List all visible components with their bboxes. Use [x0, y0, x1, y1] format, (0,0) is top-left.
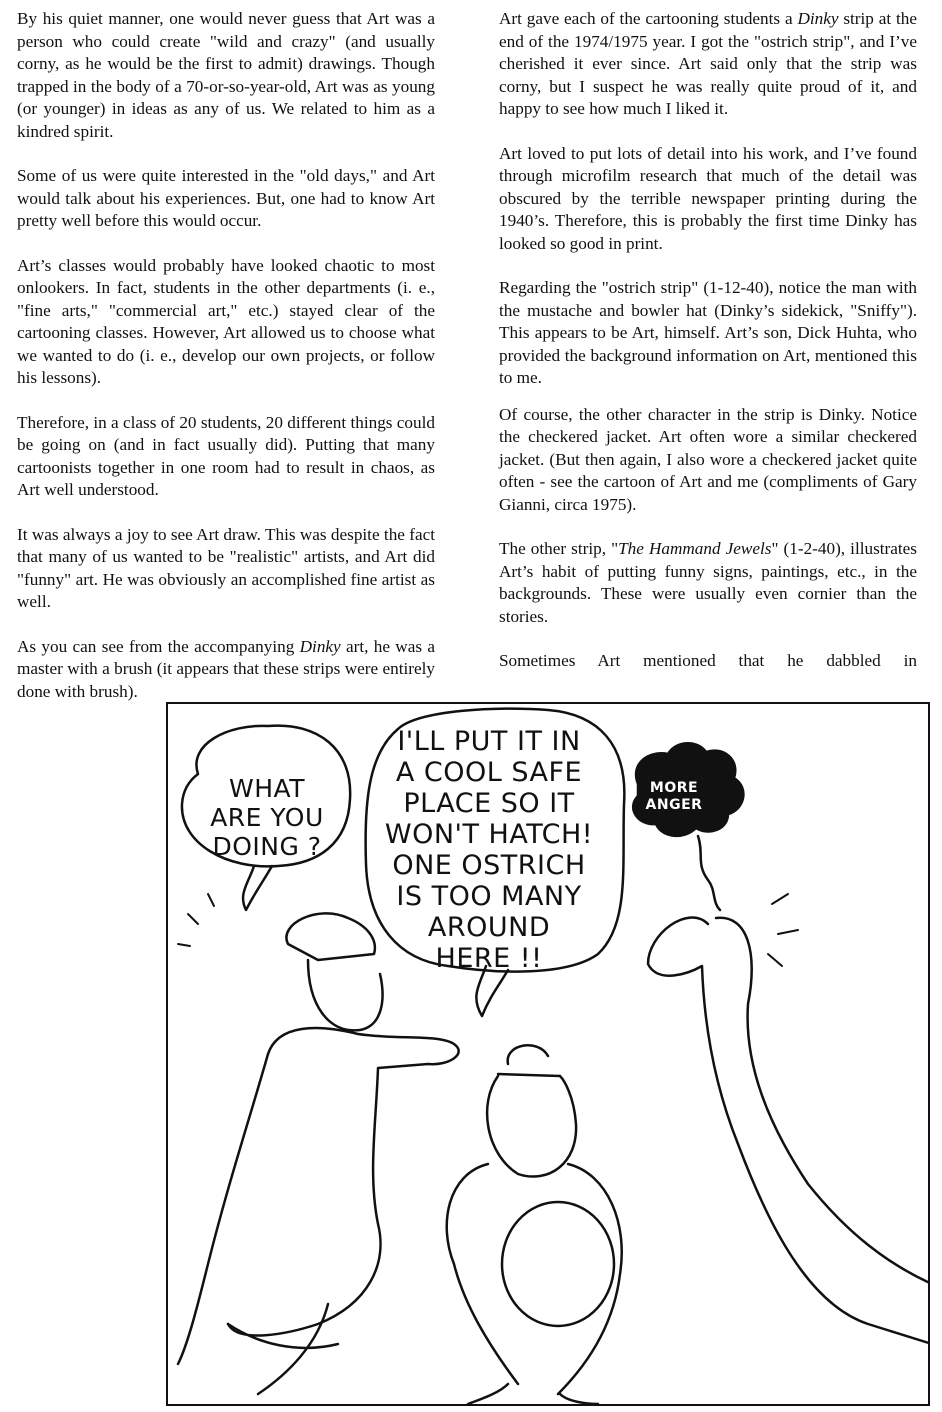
- ostrich-figure: [648, 918, 930, 1344]
- paragraph: It was always a joy to see Art draw. This was despite the fact that many of us wanted to be "realistic" artists, and Art did "funny" art. He was obviously an accomplished fine artist as well.: [17, 524, 435, 611]
- balloon-center-text: I'LL PUT IT IN A COOL SAFE PLACE SO IT WON'T HATCH! ONE OSTRICH IS TOO MANY AROUND HERE !!: [384, 726, 594, 974]
- paragraph: Therefore, in a class of 20 students, 20 different things could be going on (and in fact usually did). Putting that many cartoonists together in one room had to result in chaos, as Art well understood.: [17, 412, 435, 499]
- paragraph: Art’s classes would probably have looked chaotic to most onlookers. In fact, students in the other departments (i. e., "fine arts," "commercial art," etc.) stayed clear of the cartooning classes. However, Art allowed us to choose what we wanted to do (i. e., develop our own projects, or follow his lessons).: [17, 255, 435, 387]
- paragraph: The other strip, "The Hammand Jewels" (1-2-40), illustrates Art’s habit of putting funny signs, paintings, etc., in the backgrounds. These were usually even cornier than the stories.: [499, 539, 917, 626]
- comic-panel: [166, 702, 930, 1406]
- sniffy-figure: [498, 1045, 560, 1076]
- strip-title: Dinky: [299, 636, 341, 656]
- paragraph: Art loved to put lots of detail into his work, and I’ve found through microfilm research that much of the detail was obscured by the terrible newspaper printing during the 1940’s. Therefore, this is probably the first time Dinky has looked so good in print.: [499, 143, 917, 253]
- strip-title: The Hammand Jewels: [618, 539, 772, 558]
- paragraph: Regarding the "ostrich strip" (1-12-40), notice the man with the mustache and bowler hat (Dinky’s sidekick, "Sniffy"). This appears to be Art, himself. Art’s son, Dick Huhta, who provided the background information on Art, mentioned this to me.: [499, 278, 917, 387]
- paragraph: Art gave each of the cartooning students a Dinky strip at the end of the 1974/1975 year. I got the "ostrich strip", and I’ve cherished it ever since. Art said only that the strip was corny, but I suspect he was really quite proud of it, and happy to see how much I liked it.: [499, 9, 917, 118]
- paragraph: Some of us were quite interested in the "old days," and Art would talk about his experiences. But, one had to know Art pretty well before this would occur.: [17, 166, 435, 230]
- paragraph: As you can see from the accompanying Dinky art, he was a master with a brush (it appears that these strips were entirely done with brush).: [17, 636, 435, 701]
- paragraph: By his quiet manner, one would never guess that Art was a person who could create "wild and crazy" (and usually corny, as he would be the first to admit) drawings. Though trapped in the body of a 70-or-so-year-old, Art was as young (or younger) in ideas as any of us. We related to him as a kindred spirit.: [17, 9, 435, 141]
- strip-title: Dinky: [797, 9, 839, 28]
- dinky-figure: [286, 913, 374, 960]
- right-column: [499, 8, 917, 673]
- balloon-left-text: WHAT ARE YOU DOING ?: [210, 774, 324, 861]
- paragraph: Sometimes Art mentioned that he dabbled in: [499, 651, 917, 670]
- left-column: [17, 8, 435, 725]
- paragraph: Of course, the other character in the strip is Dinky. Notice the checkered jacket. Art often wore a similar checkered jacket. (But then again, I also wore a checkered jacket quite often - see the cartoon of Art and me (compliments of Gary Gianni, circa 1975).: [499, 404, 917, 514]
- anger-cloud-text: MORE ANGER: [645, 780, 703, 813]
